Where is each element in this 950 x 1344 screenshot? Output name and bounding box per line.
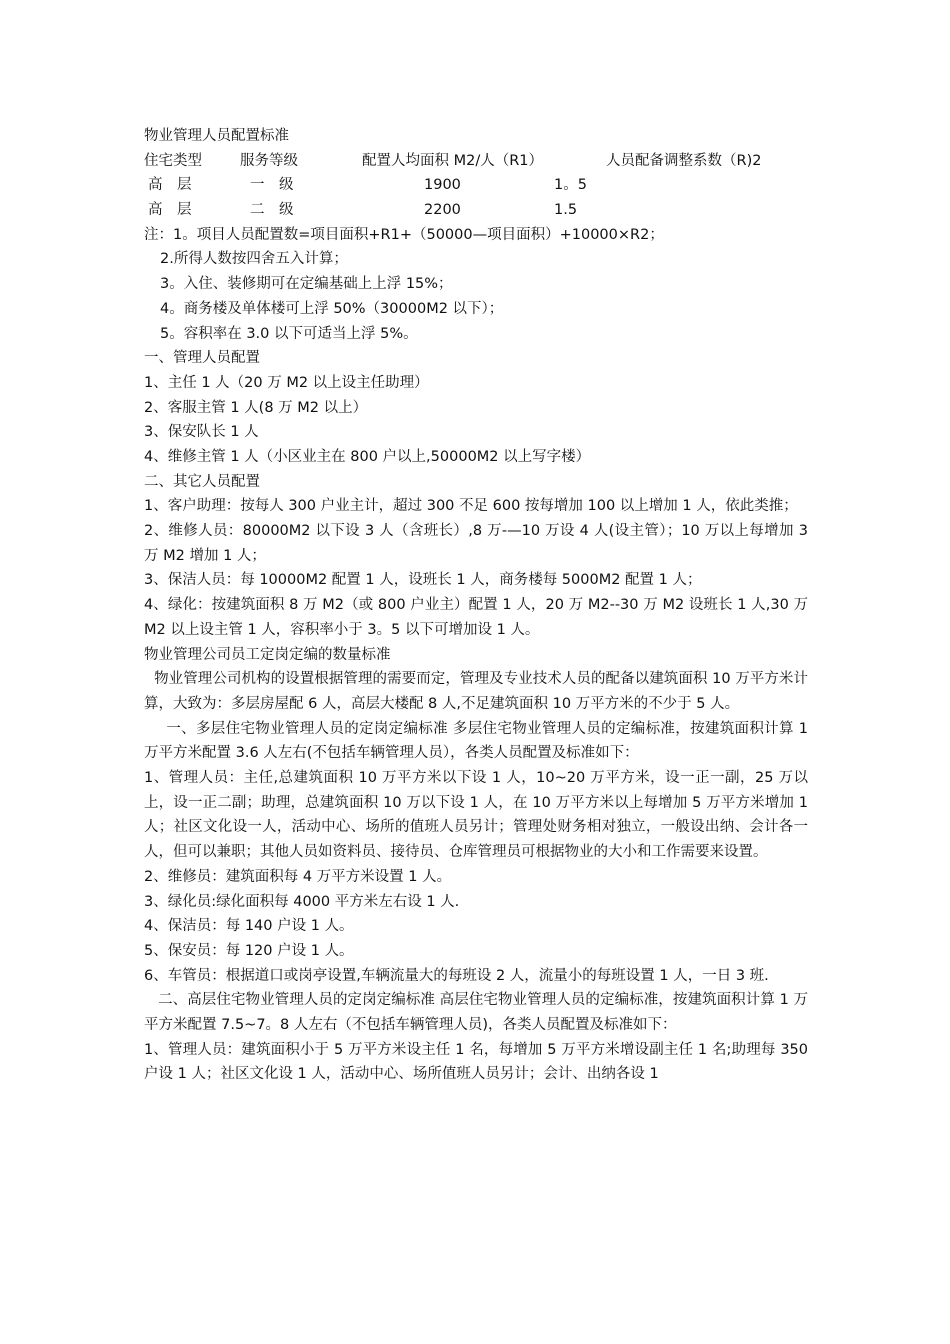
table-cell: 高 层	[148, 177, 192, 194]
note-line: 5。容积率在 3.0 以下可适当上浮 5%。	[160, 325, 418, 342]
table-cell: 1900	[424, 177, 461, 194]
list-item: 1、管理人员：建筑面积小于 5 万平方米设主任 1 名，每增加 5 万平方米增设副主任 1 名;助理每 350 户设 1 人；社区文化设 1 人，活动中心、场所值班人员另计；会计、出纳各设 1	[144, 1041, 808, 1083]
section-heading: 二、其它人员配置	[144, 473, 260, 490]
list-item: 3、保安队长 1 人	[144, 424, 259, 441]
table-cell: 高 层	[148, 202, 192, 219]
note-line: 3。入住、装修期可在定编基础上上浮 15%；	[160, 276, 453, 293]
list-item: 4、维修主管 1 人（小区业主在 800 户以上,50000M2 以上写字楼）	[144, 448, 591, 465]
table-header-cell: 住宅类型	[144, 152, 202, 169]
paragraph-text: 一、多层住宅物业管理人员的定岗定编标准 多层住宅物业管理人员的定编标准，按建筑面积计算 1 万平方米配置 3.6 人左右(不包括车辆管理人员），各类人员配置及标准如下：	[144, 720, 808, 762]
document-title: 物业管理人员配置标准	[144, 128, 289, 144]
table-header-row	[144, 149, 808, 174]
paragraph	[144, 667, 808, 716]
list-item: 1、管理人员：主任,总建筑面积 10 万平方米以下设 1 人，10~20 万平方米，设一正一副，25 万以上，设一正二副；助理，总建筑面积 10 万以下设 1 人，在 10 万平方米以上每增加 5 万平方米增加 1 人；社区文化设一人，活动中心、场所的值班人员另计；管理处财务相对独立，一般设出纳、会计各一人，但可以兼职；其他人员如资料员、接待员、仓库管理员可根据物业的大小和工作需要来设置。	[144, 770, 808, 861]
list-item: 2、维修员：建筑面积每 4 万平方米设置 1 人。	[144, 868, 452, 885]
paragraph-text: 物业管理公司机构的设置根据管理的需要而定，管理及专业技术人员的配备以建筑面积 10 万平方米计算，大致为：多层房屋配 6 人，高层大楼配 8 人,不足建筑面积 10 万平方米的不少于 5 人。	[144, 671, 808, 712]
table-header-cell: 人员配备调整系数（R)2	[606, 152, 762, 169]
table-row	[144, 173, 808, 198]
list-item: 5、保安员：每 120 户设 1 人。	[144, 942, 354, 959]
list-item: 4、保洁员：每 140 户设 1 人。	[144, 918, 354, 935]
list-item: 2、维修人员：80000M2 以下设 3 人（含班长）,8 万-—10 万设 4 人(设主管）；10 万以上每增加 3 万 M2 增加 1 人；	[144, 523, 808, 564]
list-item: 1、客户助理：按每人 300 户业主计，超过 300 不足 600 按每增加 100 以上增加 1 人，依此类推；	[144, 498, 798, 515]
table-header-cell: 配置人均面积 M2/人（R1）	[362, 152, 544, 169]
paragraph-text: 二、高层住宅物业管理人员的定岗定编标准 高层住宅物业管理人员的定编标准，按建筑面积计算 1 万平方米配置 7.5~7。8 人左右（不包括车辆管理人员)，各类人员配置及标准如下：	[144, 992, 808, 1034]
table-header-cell: 服务等级	[240, 152, 298, 169]
table-cell: 一 级	[250, 177, 294, 194]
paragraph	[144, 717, 808, 766]
table-cell: 1.5	[554, 202, 578, 219]
table-cell: 1。5	[554, 177, 587, 194]
table-cell: 二 级	[250, 202, 294, 219]
list-item: 1、主任 1 人（20 万 M2 以上设主任助理）	[144, 374, 429, 391]
table-row	[144, 198, 808, 223]
note-line: 2.所得人数按四舍五入计算；	[160, 251, 348, 268]
section-heading: 物业管理公司员工定岗定编的数量标准	[144, 646, 391, 663]
note-line: 4。商务楼及单体楼可上浮 50%（30000M2 以下）；	[160, 300, 504, 317]
list-item: 4、绿化：按建筑面积 8 万 M2（或 800 户业主）配置 1 人，20 万 M2--30 万 M2 设班长 1 人,30 万 M2 以上设主管 1 人，容积率小于 3。5 以下可增加设 1 人。	[144, 597, 808, 638]
document-body	[144, 124, 808, 1087]
note-line: 注：1。项目人员配置数=项目面积+R1+（50000—项目面积）+10000×R2；	[144, 226, 664, 243]
list-item: 3、保洁人员：每 10000M2 配置 1 人，设班长 1 人，商务楼每 5000M2 配置 1 人；	[144, 572, 702, 589]
list-item: 2、客服主管 1 人(8 万 M2 以上）	[144, 399, 368, 416]
table-cell: 2200	[424, 202, 461, 219]
section-heading: 一、管理人员配置	[144, 350, 260, 367]
paragraph	[144, 988, 808, 1037]
list-item: 6、车管员：根据道口或岗亭设置,车辆流量大的每班设 2 人，流量小的每班设置 1 人，一日 3 班.	[144, 967, 769, 984]
list-item: 3、绿化员:绿化面积每 4000 平方米左右设 1 人.	[144, 893, 460, 910]
